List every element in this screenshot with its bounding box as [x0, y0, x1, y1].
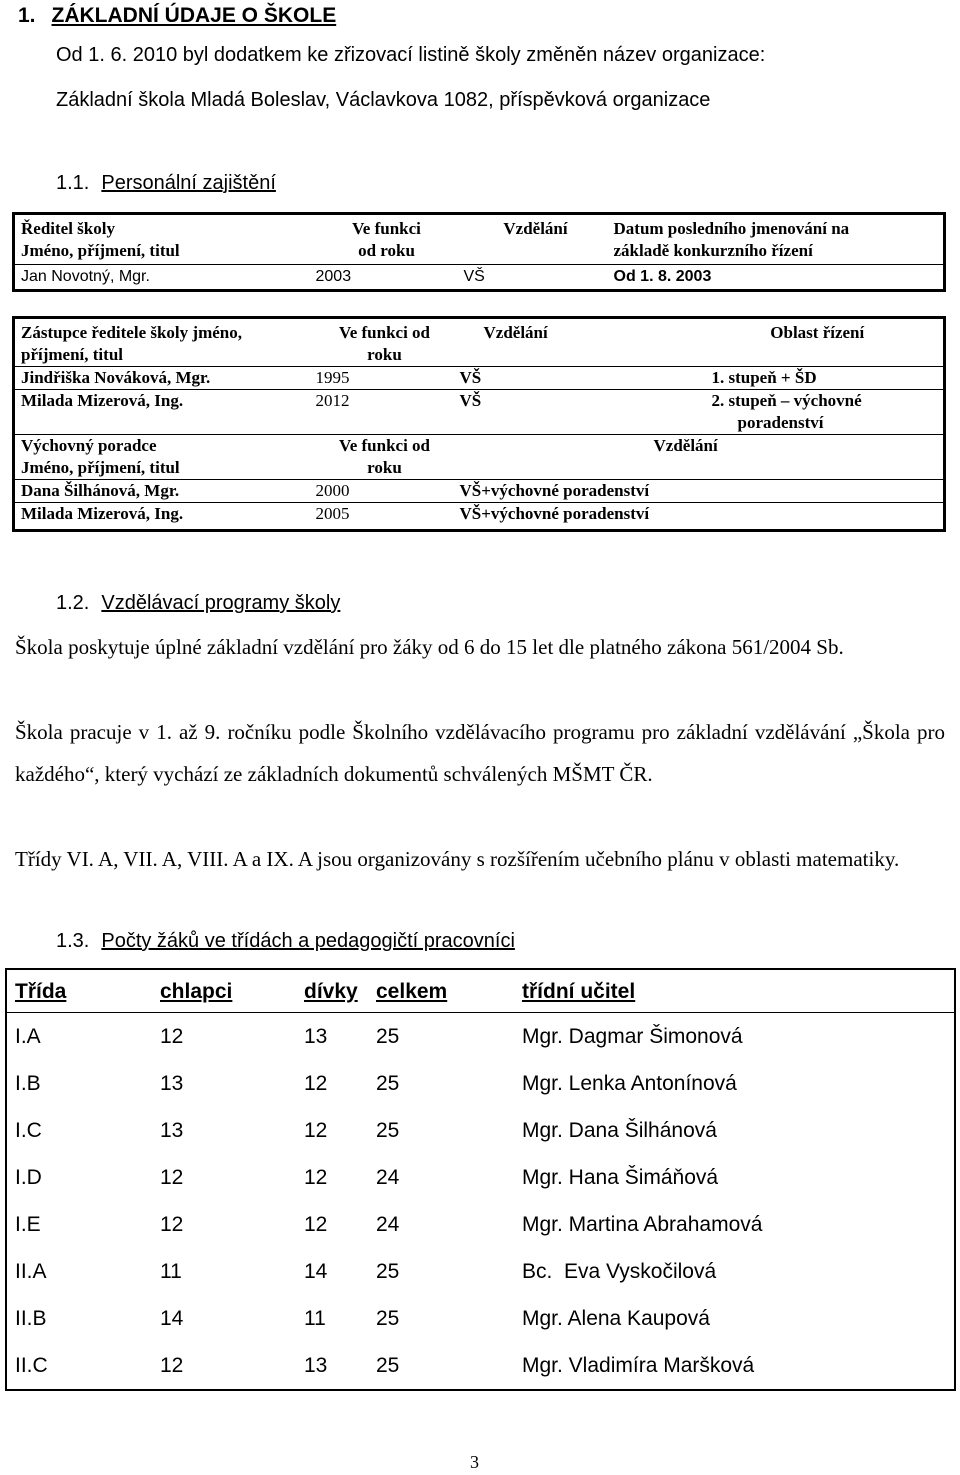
- counselor-header-year-l1: Ve funkci od: [338, 436, 430, 455]
- paragraph-education: Škola poskytuje úplné základní vzdělání pro žáky od 6 do 15 let dle platného zákona 561/2004 Sb.: [15, 635, 844, 659]
- director-header-year: [310, 214, 458, 265]
- director-table: [12, 212, 946, 292]
- class-header-teacher: třídní učitel: [522, 980, 636, 1003]
- class-teacher: Mgr. Alena Kaupová: [522, 1306, 710, 1330]
- paragraph-program: Škola pracuje v 1. až 9. ročníku podle Školního vzdělávacího programu pro základní vzdělávání „Škola pro každého“, který vychází ze základních dokumentů schválených MŠMT ČR.: [15, 720, 945, 786]
- deputy-1-edu: VŠ: [454, 367, 686, 390]
- class-name: II.C: [15, 1353, 48, 1377]
- class-teacher: Mgr. Hana Šimáňová: [522, 1165, 719, 1189]
- director-row: [14, 265, 945, 291]
- deputy-header-area: Oblast řízení: [770, 323, 865, 342]
- section-1-1-number: 1.1.: [56, 172, 90, 194]
- class-teacher: Mgr. Vladimíra Maršková: [522, 1353, 755, 1377]
- counselor-2-year: 2005: [310, 503, 454, 531]
- director-header-name-l2: Jméno, příjmení, titul: [21, 241, 180, 260]
- deputy-row-2: [14, 390, 945, 435]
- section-1-1-title: Personální zajištění: [101, 172, 276, 194]
- deputy-2-area: [686, 390, 945, 435]
- deputy-header-year: [310, 318, 454, 367]
- class-girls: 14: [304, 1259, 328, 1283]
- director-header-year-l1: Ve funkci: [352, 219, 421, 238]
- counselor-1-year: 2000: [310, 480, 454, 503]
- deputy-row-1: [14, 367, 945, 390]
- table-row: [6, 1013, 955, 1061]
- section-1-2-title: Vzdělávací programy školy: [101, 592, 341, 614]
- class-total: 25: [376, 1071, 400, 1095]
- deputy-2-year: 2012: [310, 390, 454, 435]
- deputy-header-edu: Vzdělání: [483, 323, 548, 342]
- class-girls: 11: [304, 1306, 326, 1330]
- deputy-header-year-l1: Ve funkci od: [338, 323, 430, 342]
- intro-line-1: Od 1. 6. 2010 byl dodatkem ke zřizovací listině školy změněn název organizace:: [56, 44, 766, 66]
- deputy-header-name: [14, 318, 310, 367]
- director-header-date-l2: základě konkurzního řízení: [613, 241, 813, 260]
- class-girls: 12: [304, 1071, 328, 1095]
- section-1-1-heading: [56, 172, 276, 195]
- class-name: I.E: [15, 1212, 41, 1236]
- director-header-name-l1: Ředitel školy: [21, 219, 115, 238]
- class-total: 25: [376, 1353, 400, 1377]
- counselor-row-1: [14, 480, 945, 503]
- counselor-2-name: Milada Mizerová, Ing.: [14, 503, 310, 531]
- counselor-header-year: [310, 435, 454, 480]
- main-heading-title: ZÁKLADNÍ ÚDAJE O ŠKOLE: [51, 4, 337, 27]
- class-boys: 12: [152, 1013, 296, 1061]
- deputy-1-name: Jindřiška Nováková, Mgr.: [14, 367, 310, 390]
- director-header-date-l1: Datum posledního jmenování na: [613, 219, 850, 238]
- class-header-class: Třída: [15, 980, 67, 1003]
- counselor-row-2: [14, 503, 945, 531]
- deputy-header-name-l2: příjmení, titul: [21, 345, 123, 364]
- director-header-edu: Vzdělání: [503, 219, 568, 238]
- class-total: 24: [376, 1212, 400, 1236]
- table-row: [6, 1060, 955, 1107]
- deputy-1-area: 1. stupeň + ŠD: [686, 367, 945, 390]
- counselor-header-name-l1: Výchovný poradce: [21, 436, 157, 455]
- deputy-2-area-l2: poradenství: [737, 413, 824, 432]
- main-heading: [18, 4, 336, 28]
- class-teacher: Mgr. Martina Abrahamová: [522, 1212, 763, 1236]
- class-table-header: [6, 969, 955, 1013]
- class-total: 25: [376, 1118, 400, 1142]
- section-1-2-number: 1.2.: [56, 592, 90, 614]
- class-girls: 12: [304, 1165, 328, 1189]
- class-teacher: Bc. Eva Vyskočilová: [522, 1259, 717, 1283]
- class-girls: 13: [296, 1013, 368, 1061]
- class-teacher: Mgr. Dagmar Šimonová: [514, 1013, 955, 1061]
- director-year: 2003: [310, 265, 458, 291]
- director-table-header: [14, 214, 945, 265]
- deputy-table: [12, 316, 946, 532]
- deputy-header-name-l1: Zástupce ředitele školy jméno,: [21, 323, 242, 342]
- counselor-header: [14, 435, 945, 480]
- director-name: Jan Novotný, Mgr.: [14, 265, 310, 291]
- deputy-1-year: 1995: [310, 367, 454, 390]
- class-name: I.A: [6, 1013, 152, 1061]
- table-row: [6, 1107, 955, 1154]
- section-1-2-heading: [56, 592, 340, 615]
- table-row: [6, 1201, 955, 1248]
- table-row: [6, 1154, 955, 1201]
- counselor-1-name: Dana Šilhánová, Mgr.: [14, 480, 310, 503]
- class-girls: 13: [304, 1353, 328, 1377]
- table-row: [6, 1248, 955, 1295]
- deputy-2-name: Milada Mizerová, Ing.: [14, 390, 310, 435]
- paragraph-classes: Třídy VI. A, VII. A, VIII. A a IX. A jsou organizovány s rozšířením učebního plánu v oblasti matematiky.: [15, 847, 900, 871]
- class-name: II.B: [15, 1306, 47, 1330]
- class-boys: 13: [160, 1071, 184, 1095]
- class-teacher: Mgr. Lenka Antonínová: [522, 1071, 737, 1095]
- class-name: I.B: [15, 1071, 41, 1095]
- class-total: 25: [376, 1259, 400, 1283]
- class-total: 25: [376, 1306, 400, 1330]
- director-header-date: [608, 214, 945, 265]
- class-header-total: celkem: [376, 980, 448, 1003]
- director-header-year-l2: od roku: [358, 241, 415, 260]
- director-edu: VŠ: [458, 265, 608, 291]
- class-name: I.C: [15, 1118, 42, 1142]
- intro-line-2: Základní škola Mladá Boleslav, Václavkova 1082, příspěvková organizace: [56, 89, 711, 111]
- deputy-table-header: [14, 318, 945, 367]
- counselor-2-edu: VŠ+výchovné poradenství: [454, 503, 945, 531]
- class-table: [5, 968, 956, 1391]
- deputy-header-year-l2: roku: [367, 345, 402, 364]
- class-boys: 14: [160, 1306, 184, 1330]
- deputy-2-edu: VŠ: [454, 390, 686, 435]
- section-1-3-title: Počty žáků ve třídách a pedagogičtí pracovníci: [101, 930, 515, 952]
- deputy-2-area-l1: 2. stupeň – výchovné: [711, 391, 862, 410]
- counselor-header-name-l2: Jméno, příjmení, titul: [21, 458, 180, 477]
- section-1-3-heading: [56, 930, 515, 953]
- class-boys: 13: [160, 1118, 184, 1142]
- section-1-3-number: 1.3.: [56, 930, 90, 952]
- table-row: [6, 1295, 955, 1342]
- page-number: 3: [470, 1452, 479, 1472]
- table-row: [6, 1342, 955, 1390]
- class-boys: 11: [160, 1259, 182, 1283]
- counselor-header-year-l2: roku: [367, 458, 402, 477]
- class-boys: 12: [160, 1165, 184, 1189]
- class-header-girls: dívky: [304, 980, 358, 1003]
- director-header-name: [14, 214, 310, 265]
- counselor-header-name: [14, 435, 310, 480]
- class-name: I.D: [15, 1165, 42, 1189]
- counselor-1-edu: VŠ+výchovné poradenství: [454, 480, 945, 503]
- class-header-boys: chlapci: [160, 980, 233, 1003]
- director-date: Od 1. 8. 2003: [608, 265, 945, 291]
- class-total: 24: [376, 1165, 400, 1189]
- main-heading-number: 1.: [18, 4, 36, 27]
- counselor-header-edu: Vzdělání: [454, 435, 945, 480]
- class-girls: 12: [304, 1212, 328, 1236]
- class-boys: 12: [160, 1353, 184, 1377]
- class-teacher: Mgr. Dana Šilhánová: [522, 1118, 717, 1142]
- class-total: 25: [368, 1013, 514, 1061]
- class-boys: 12: [160, 1212, 184, 1236]
- class-girls: 12: [304, 1118, 328, 1142]
- class-name: II.A: [15, 1259, 47, 1283]
